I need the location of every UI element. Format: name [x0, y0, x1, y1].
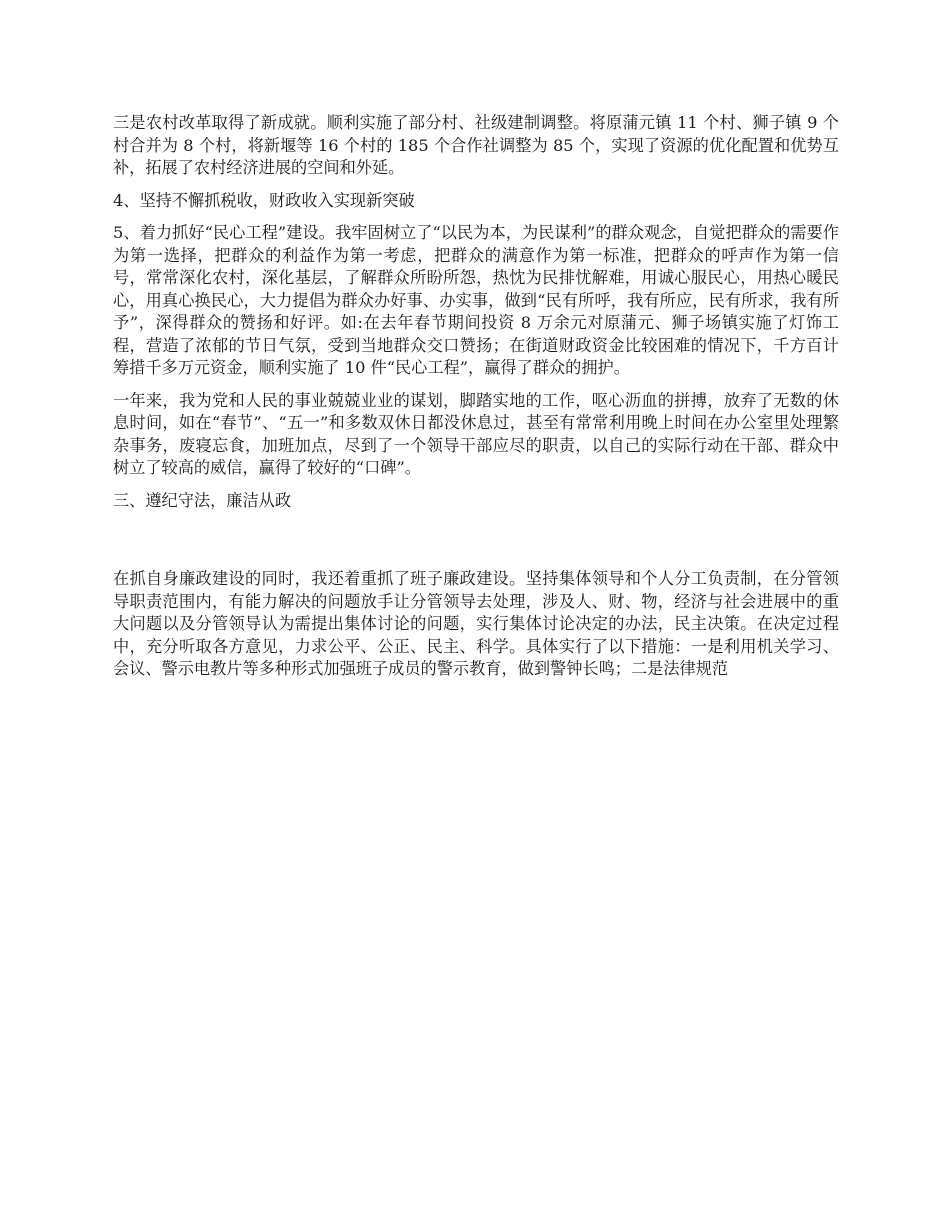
heading-section-three: 三、遵纪守法，廉洁从政	[113, 490, 292, 510]
paragraph-livelihood-project: 5、着力抓好“民心工程”建设。我牢固树立了“以民为本，为民谋利”的群众观念，自觉把群众的需要作为第一选择，把群众的利益作为第一考虑，把群众的满意作为第一标准，把群众的呼声作为第一信号，常常深化农村，深化基层，了解群众所盼所怨，热忱为民排忧解难，用诚心服民心，用热心暖民心，用真心换民心，大力提倡为群众办好事、办实事，做到“民有所呼，我有所应，民有所求，我有所予”，深得群众的赞扬和好评。如:在去年春节期间投资 8 万余元对原蒲元、狮子场镇实施了灯饰工程，营造了浓郁的节日气氛，受到当地群众交口赞扬；在街道财政资金比较困难的情况下，千方百计筹措千多万元资金，顺利实施了 10 件“民心工程”，赢得了群众的拥护。	[113, 223, 839, 377]
blank-spacer	[113, 522, 839, 568]
heading-tax-revenue: 4、坚持不懈抓税收，财政收入实现新突破	[113, 190, 415, 210]
paragraph-rural-reform: 三是农村改革取得了新成就。顺利实施了部分村、社级建制调整。将原蒲元镇 11 个村、狮子镇 9 个村合并为 8 个村，将新堰等 16 个村的 185 个合作社调整为 85 个，实现了资源的优化配置和优势互补，拓展了农村经济进展的空间和外延。	[113, 113, 839, 177]
paragraph-team-integrity: 在抓自身廉政建设的同时，我还着重抓了班子廉政建设。坚持集体领导和个人分工负责制，在分管领导职责范围内，有能力解决的问题放手让分管领导去处理，涉及人、财、物，经济与社会进展中的重大问题以及分管领导认为需提出集体讨论的问题，实行集体讨论决定的办法，民主决策。在决定过程中，充分听取各方意见，力求公平、公正、民主、科学。具体实行了以下措施：一是利用机关学习、会议、警示电教片等多种形式加强班子成员的警示教育，做到警钟长鸣；二是法律规范	[113, 569, 839, 678]
paragraph-year-summary: 一年来，我为党和人民的事业兢兢业业的谋划，脚踏实地的工作，呕心沥血的拼搏，放弃了无数的休息时间，如在“春节”、“五一”和多数双休日都没休息过，甚至有常常利用晚上时间在办公室里处理繁杂事务，废寝忘食，加班加点，尽到了一个领导干部应尽的职责，以自己的实际行动在干部、群众中树立了较高的威信，赢得了较好的“口碑”。	[113, 390, 839, 477]
document-body	[113, 112, 839, 691]
